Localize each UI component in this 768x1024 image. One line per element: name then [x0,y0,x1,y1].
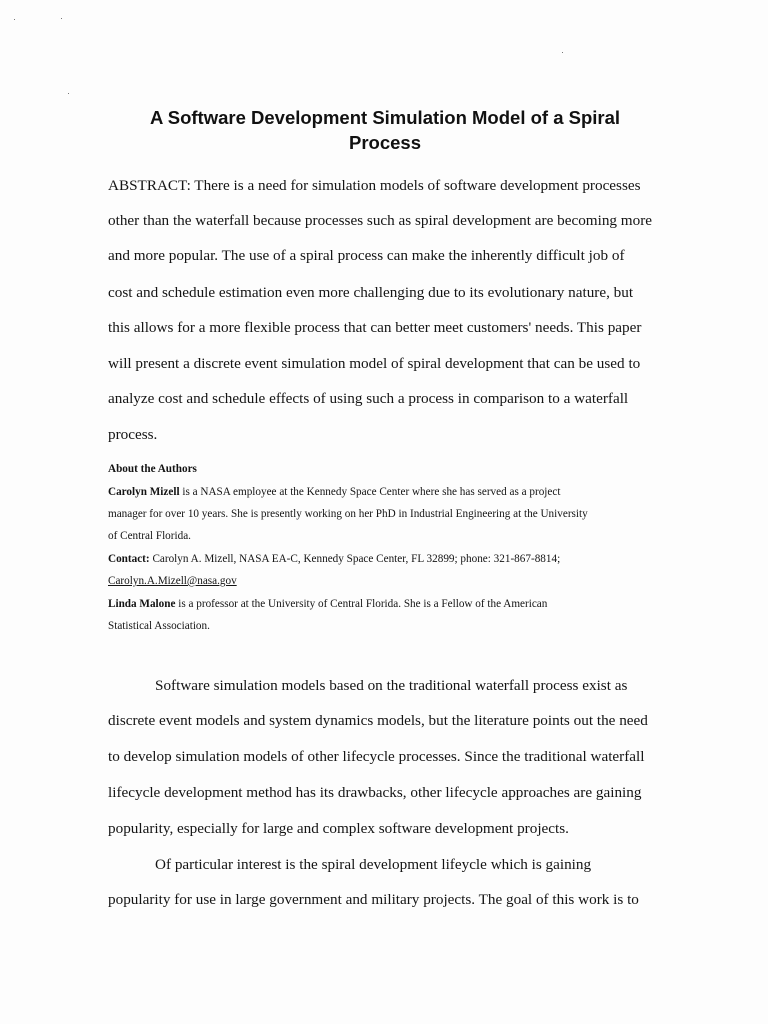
author-bio-text: Statistical Association. [108,620,210,632]
contact-label: Contact: [108,553,150,565]
title-line-1: A Software Development Simulation Model of a Spiral [149,107,621,128]
author-bio-text: of Central Florida. [108,530,191,542]
body-line: popularity, especially for large and complex software development projects. [108,820,569,837]
author-name: Carolyn Mizell [108,486,180,498]
scan-speck [562,52,563,53]
abstract-line: process. [108,426,158,443]
scan-speck [14,19,15,20]
author-bio-text: is a professor at the University of Central Florida. She is a Fellow of the American [175,598,548,610]
author-bio-text: manager for over 10 years. She is presently working on her PhD in Industrial Engineering at the University [108,508,588,520]
body-line: Software simulation models based on the traditional waterfall process exist as [155,677,628,694]
abstract-line: will present a discrete event simulation model of spiral development that can be used to [108,355,641,372]
author-bio-malone [108,597,547,611]
author-bio-text: is a NASA employee at the Kennedy Space Center where she has served as a project [179,486,561,498]
abstract-line: cost and schedule estimation even more challenging due to its evolutionary nature, but [108,284,634,301]
authors-heading: About the Authors [108,463,197,475]
scan-speck [61,18,62,19]
scan-speck [68,93,69,94]
abstract-line: other than the waterfall because processes such as spiral development are becoming more [108,212,653,229]
abstract-line: and more popular. The use of a spiral process can make the inherently difficult job of [108,247,625,264]
contact-info [108,552,560,566]
author-name: Linda Malone [108,598,176,610]
abstract-line: this allows for a more flexible process that can better meet customers' needs. This paper [108,319,642,336]
abstract-line: ABSTRACT: There is a need for simulation models of software development processes [108,177,641,194]
paper-title [100,105,670,155]
body-line: discrete event models and system dynamics models, but the literature points out the need [108,712,648,729]
contact-text: Carolyn A. Mizell, NASA EA-C, Kennedy Space Center, FL 32899; phone: 321-867-8814; [149,553,561,565]
title-line-2: Process [349,132,421,153]
abstract-line: analyze cost and schedule effects of using such a process in comparison to a waterfall [108,390,629,407]
body-line: to develop simulation models of other lifecycle processes. Since the traditional waterfall [108,748,645,765]
body-line: Of particular interest is the spiral development lifeycle which is gaining [155,856,592,873]
contact-email-link[interactable]: Carolyn.A.Mizell@nasa.gov [108,575,237,587]
body-line: lifecycle development method has its drawbacks, other lifecycle approaches are gaining [108,784,642,801]
body-line: popularity for use in large government and military projects. The goal of this work is to [108,891,639,908]
author-bio-mizell [108,485,560,499]
